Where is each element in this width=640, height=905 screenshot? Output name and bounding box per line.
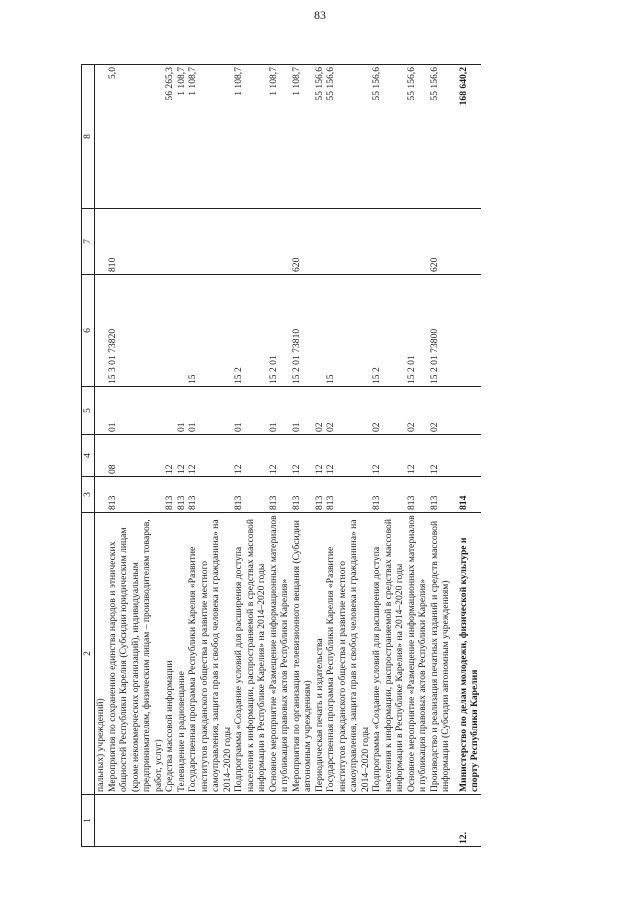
header-row — [82, 65, 95, 847]
row-target-article: 15 2 01 — [268, 275, 291, 387]
row-target-article: 15 2 — [371, 275, 406, 387]
row-subsection: 01 — [291, 387, 314, 435]
row-target-article — [314, 275, 326, 387]
row-target-article: 15 2 01 — [406, 275, 429, 387]
header-col-5: 5 — [82, 387, 95, 435]
row-subsection: 01 — [268, 387, 291, 435]
row-ministry-code: 814 — [452, 477, 481, 513]
table-body — [95, 65, 481, 847]
table-row — [371, 65, 406, 847]
row-description: Периодическая печать и издательства — [314, 513, 326, 795]
row-number — [268, 795, 291, 847]
row-number: 12. — [452, 795, 481, 847]
row-subsection: 01 — [107, 387, 165, 435]
row-expense-type: 620 — [429, 209, 452, 275]
budget-table — [81, 64, 481, 847]
row-subsection: 02 — [371, 387, 406, 435]
row-number — [291, 795, 314, 847]
row-subsection: 01 — [187, 387, 233, 435]
row-ministry-code: 813 — [187, 477, 233, 513]
row-expense-type — [164, 209, 176, 275]
row-target-article: 15 — [325, 275, 371, 387]
row-description: Основное мероприятие «Размещение информационных материалов и публикация правовых актов Республики Карелия» — [268, 513, 291, 795]
table-row — [187, 65, 233, 847]
table-row — [164, 65, 176, 847]
row-expense-type — [268, 209, 291, 275]
row-expense-type: 810 — [107, 209, 165, 275]
row-section: 12 — [176, 435, 188, 477]
row-amount: 1 108,7 — [176, 65, 188, 209]
row-amount: 55 156,6 — [406, 65, 429, 209]
row-section — [95, 435, 107, 477]
row-target-article — [176, 275, 188, 387]
row-section: 12 — [233, 435, 268, 477]
row-section: 12 — [187, 435, 233, 477]
row-amount: 1 108,7 — [291, 65, 314, 209]
row-subsection: 02 — [314, 387, 326, 435]
row-subsection — [95, 387, 107, 435]
table-row — [406, 65, 429, 847]
row-number — [406, 795, 429, 847]
row-ministry-code: 813 — [325, 477, 371, 513]
row-amount: 1 108,7 — [268, 65, 291, 209]
row-target-article — [95, 275, 107, 387]
row-subsection: 02 — [406, 387, 429, 435]
row-ministry-code: 813 — [176, 477, 188, 513]
row-ministry-code: 813 — [233, 477, 268, 513]
row-description: Государственная программа Республики Карелия «Развитие институтов гражданского общества и развитие местного самоуправления, защита прав и свобод человека и гражданина» на 2014–2020 годы — [325, 513, 371, 795]
table-row — [429, 65, 452, 847]
row-description: Телевидение и радиовещание — [176, 513, 188, 795]
table-row — [325, 65, 371, 847]
row-number — [314, 795, 326, 847]
row-number — [187, 795, 233, 847]
row-amount: 168 640,2 — [452, 65, 481, 209]
table-row — [452, 65, 481, 847]
row-amount: 1 108,7 — [233, 65, 268, 209]
row-description: Подпрограмма «Создание условий для расширения доступа населения к информации, распространяемой в средствах массовой информации в Республике Карелия» на 2014–2020 годы — [371, 513, 406, 795]
row-section: 12 — [291, 435, 314, 477]
row-amount — [95, 65, 107, 209]
header-col-2: 2 — [82, 513, 95, 795]
header-col-7: 7 — [82, 209, 95, 275]
row-expense-type — [233, 209, 268, 275]
row-description: Министерство по делам молодежи, физической культуре и спорту Республики Карелия — [452, 513, 481, 795]
row-amount: 55 156,6 — [314, 65, 326, 209]
row-number — [176, 795, 188, 847]
row-amount: 5,0 — [107, 65, 165, 209]
row-description: Государственная программа Республики Карелия «Развитие институтов гражданского общества и развитие местного самоуправления, защита прав и свобод человека и гражданина» на 2014–2020 годы — [187, 513, 233, 795]
row-expense-type — [176, 209, 188, 275]
row-amount: 56 265,3 — [164, 65, 176, 209]
row-expense-type — [452, 209, 481, 275]
row-subsection: 02 — [325, 387, 371, 435]
row-target-article: 15 2 — [233, 275, 268, 387]
row-subsection — [452, 387, 481, 435]
row-subsection: 01 — [233, 387, 268, 435]
row-subsection: 02 — [429, 387, 452, 435]
row-description: Подпрограмма «Создание условий для расширения доступа населения к информации, распространяемой в средствах массовой информации в Республике Карелия» на 2014–2020 годы — [233, 513, 268, 795]
row-number — [164, 795, 176, 847]
row-ministry-code: 813 — [268, 477, 291, 513]
row-ministry-code: 813 — [429, 477, 452, 513]
row-target-article: 15 — [187, 275, 233, 387]
row-expense-type — [314, 209, 326, 275]
row-ministry-code — [95, 477, 107, 513]
header-col-3: 3 — [82, 477, 95, 513]
row-expense-type — [406, 209, 429, 275]
row-description: Основное мероприятие «Размещение информационных материалов и публикация правовых актов Республики Карелия» — [406, 513, 429, 795]
row-number — [107, 795, 165, 847]
row-ministry-code: 813 — [107, 477, 165, 513]
row-expense-type: 620 — [291, 209, 314, 275]
row-expense-type — [187, 209, 233, 275]
row-description: Средства массовой информации — [164, 513, 176, 795]
row-number — [233, 795, 268, 847]
row-description: Мероприятия по организации телевизионного вещания (Субсидии автономным учреждениям) — [291, 513, 314, 795]
row-subsection: 01 — [176, 387, 188, 435]
table-row — [268, 65, 291, 847]
row-number — [371, 795, 406, 847]
row-amount: 55 156,6 — [325, 65, 371, 209]
row-description: Производство и реализация печатных изданий и средств массовой информации (Субсидии автономным учреждениям) — [429, 513, 452, 795]
row-amount: 1 108,7 — [187, 65, 233, 209]
table-row — [314, 65, 326, 847]
row-ministry-code: 813 — [371, 477, 406, 513]
row-number — [429, 795, 452, 847]
row-number — [325, 795, 371, 847]
row-section: 12 — [325, 435, 371, 477]
row-section — [452, 435, 481, 477]
rotated-table-container — [81, 65, 597, 847]
row-subsection — [164, 387, 176, 435]
table-header — [82, 65, 95, 847]
row-ministry-code: 813 — [291, 477, 314, 513]
row-section: 12 — [268, 435, 291, 477]
row-section: 12 — [164, 435, 176, 477]
header-col-6: 6 — [82, 275, 95, 387]
row-ministry-code: 813 — [164, 477, 176, 513]
table-row — [233, 65, 268, 847]
row-section: 12 — [314, 435, 326, 477]
row-expense-type — [325, 209, 371, 275]
row-section: 12 — [429, 435, 452, 477]
row-section: 12 — [406, 435, 429, 477]
table-row — [291, 65, 314, 847]
row-number — [95, 795, 107, 847]
row-description: Мероприятия по сохранению единства народов и этнических общностей Республики Карелия (Субсидии юридическим лицам (кроме некоммерческих организаций), индивидуальным предпринимателям, физическим лицам – производителям товаров, работ, услуг) — [107, 513, 165, 795]
row-target-article: 15 2 01 73810 — [291, 275, 314, 387]
row-expense-type — [95, 209, 107, 275]
header-col-8: 8 — [82, 65, 95, 209]
header-col-1: 1 — [82, 795, 95, 847]
row-target-article: 15 2 01 73800 — [429, 275, 452, 387]
table-row — [176, 65, 188, 847]
table-row — [107, 65, 165, 847]
row-target-article: 15 3 01 73820 — [107, 275, 165, 387]
row-target-article — [452, 275, 481, 387]
row-target-article — [164, 275, 176, 387]
table-row — [95, 65, 107, 847]
row-section: 08 — [107, 435, 165, 477]
row-ministry-code: 813 — [406, 477, 429, 513]
row-amount: 55 156,6 — [371, 65, 406, 209]
row-description: пальных) учреждений) — [95, 513, 107, 795]
page-number: 83 — [314, 8, 326, 22]
row-expense-type — [371, 209, 406, 275]
row-ministry-code: 813 — [314, 477, 326, 513]
row-amount: 55 156,6 — [429, 65, 452, 209]
row-section: 12 — [371, 435, 406, 477]
header-col-4: 4 — [82, 435, 95, 477]
